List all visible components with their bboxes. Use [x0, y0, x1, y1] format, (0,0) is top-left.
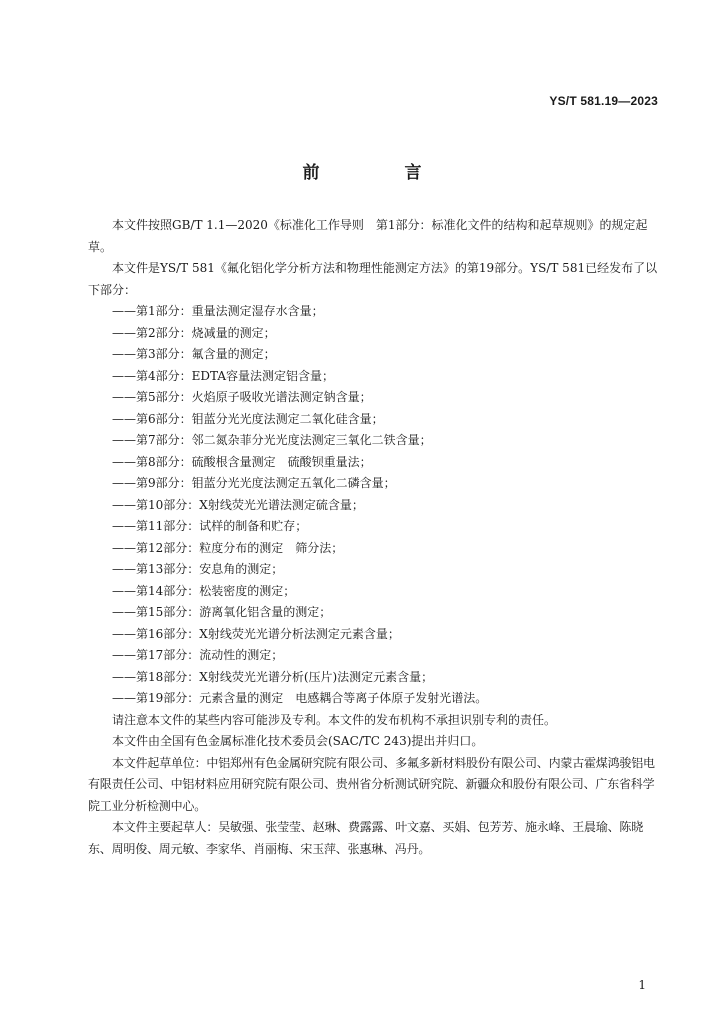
document-code: YS/T 581.19—2023	[549, 94, 658, 108]
list-item: ——第2部分：烧减量的测定；	[112, 325, 276, 340]
paragraph-drafting-rules: 本文件按照GB/T 1.1—2020《标准化工作导则 第1部分：标准化文件的结构和起草规则》的规定起草。	[88, 218, 648, 254]
list-item: ——第7部分：邻二氮杂菲分光光度法测定三氧化二铁含量；	[112, 433, 432, 447]
paragraph-patent-notice: 请注意本文件的某些内容可能涉及专利。本文件的发布机构不承担识别专利的责任。	[112, 712, 557, 727]
list-item: ——第4部分：EDTA容量法测定铝含量；	[112, 368, 335, 383]
list-item: ——第16部分：X射线荧光光谱分析法测定元素含量；	[112, 626, 400, 641]
list-item: ——第12部分：粒度分布的测定 筛分法；	[112, 540, 344, 555]
paragraph-series-intro: 本文件是YS/T 581《氟化铝化学分析方法和物理性能测定方法》的第19部分。YS/T 581已经发布了以下部分：	[88, 261, 658, 297]
foreword-body	[88, 215, 662, 860]
list-item: ——第1部分：重量法测定湿存水含量；	[112, 304, 324, 318]
page-number: 1	[638, 978, 646, 992]
paragraph-drafters: 本文件主要起草人：吴敏强、张莹莹、赵琳、费露露、叶文嘉、买娟、包芳芳、施永峰、王晨瑜、陈晓东、周明俊、周元敏、李家华、肖丽梅、宋玉萍、张惠琳、冯丹。	[88, 820, 644, 856]
list-item: ——第10部分：X射线荧光光谱法测定硫含量；	[112, 497, 364, 512]
list-item: ——第14部分：松装密度的测定；	[112, 583, 296, 598]
page-title: 前 言	[302, 163, 456, 183]
list-item: ——第8部分：硫酸根含量测定 硫酸钡重量法；	[112, 454, 372, 469]
list-item: ——第19部分：元素含量的测定 电感耦合等离子体原子发射光谱法。	[112, 691, 488, 705]
list-item: ——第6部分：钼蓝分光光度法测定二氧化硅含量；	[112, 411, 384, 426]
list-item: ——第18部分：X射线荧光光谱分析(压片)法测定元素含量；	[112, 669, 434, 684]
list-item: ——第9部分：钼蓝分光光度法测定五氧化二磷含量；	[112, 476, 396, 490]
parts-list	[88, 301, 662, 710]
paragraph-drafting-units: 本文件起草单位：中铝郑州有色金属研究院有限公司、多氟多新材料股份有限公司、内蒙古霍煤鸿骏铝电有限责任公司、中铝材料应用研究院有限公司、贵州省分析测试研究院、新疆众和股份有限公司、广东省科学院工业分析检测中心。	[88, 755, 655, 813]
list-item: ——第11部分：试样的制备和贮存；	[112, 519, 308, 533]
list-item: ——第15部分：游离氧化铝含量的测定；	[112, 605, 332, 619]
list-item: ——第5部分：火焰原子吸收光谱法测定钠含量；	[112, 390, 372, 404]
list-item: ——第3部分：氟含量的测定；	[112, 347, 276, 361]
list-item: ——第17部分：流动性的测定；	[112, 648, 284, 662]
paragraph-committee: 本文件由全国有色金属标准化技术委员会(SAC/TC 243)提出并归口。	[112, 734, 484, 748]
list-item: ——第13部分：安息角的测定；	[112, 562, 284, 576]
